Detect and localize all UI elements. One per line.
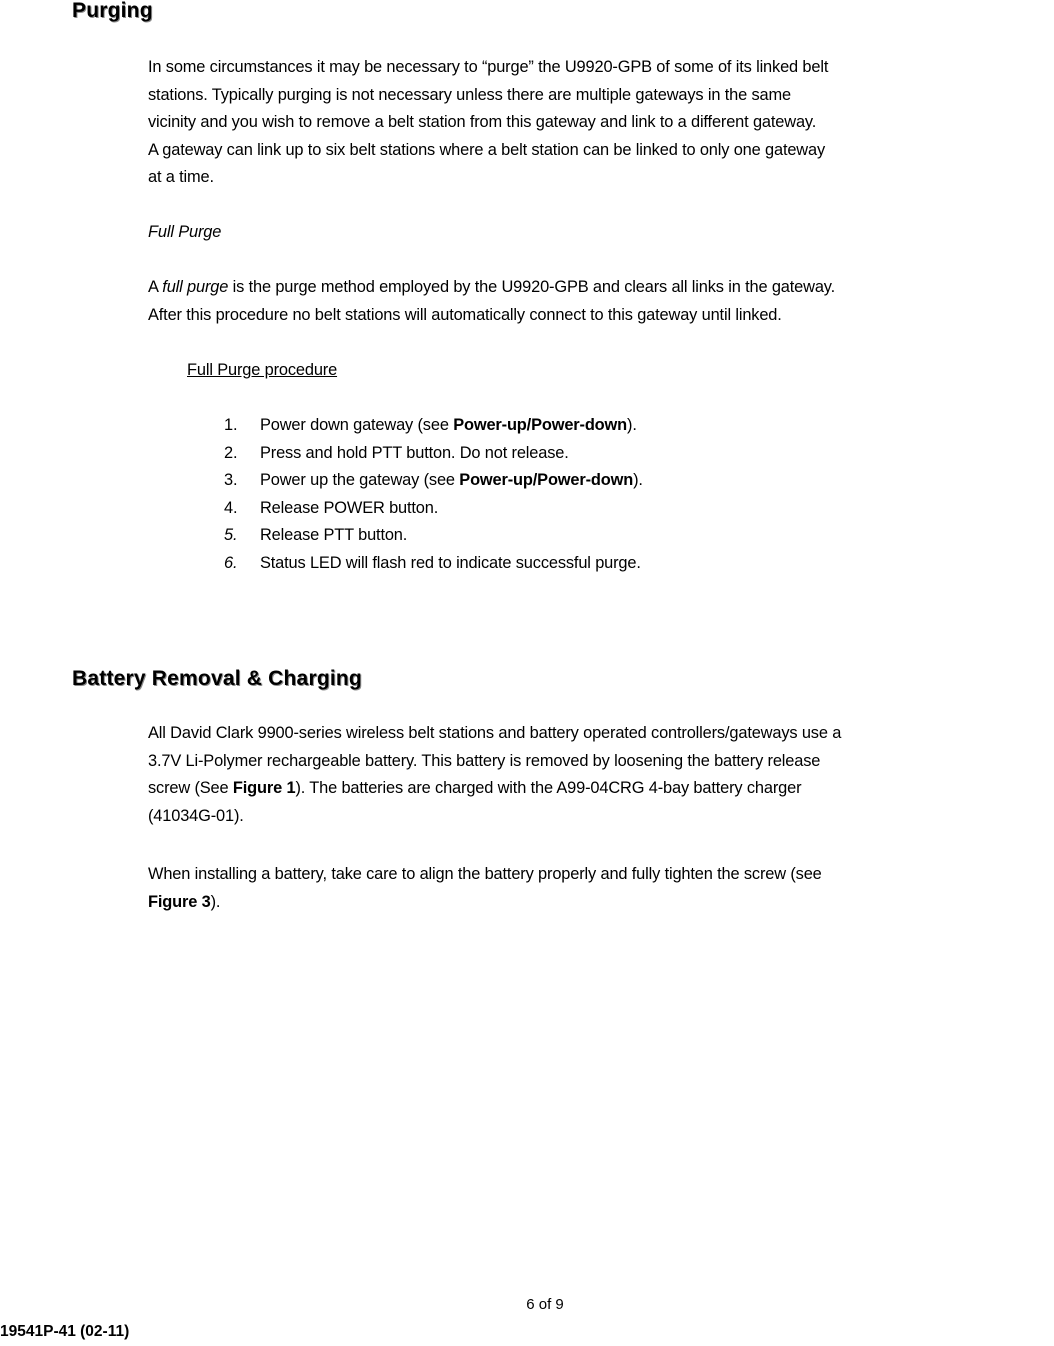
battery-paragraph-1 — [148, 720, 1053, 830]
full-purge-line-1 — [148, 274, 1053, 302]
step-text: Release POWER button. — [260, 498, 439, 517]
text-fragment: A — [148, 278, 163, 296]
step-number: 6. — [224, 553, 238, 572]
step-text: Status LED will flash red to indicate successful purge. — [260, 553, 641, 572]
battery-line-1: All David Clark 9900-series wireless belt stations and battery operated controllers/gateways use a — [148, 724, 842, 742]
step-ref: Power-up/Power-down — [459, 471, 634, 489]
page-number: 6 of 9 — [526, 1296, 564, 1313]
purging-heading: Purging — [72, 0, 153, 22]
full-purge-subheading: Full Purge — [148, 223, 222, 241]
intro-line-2: stations. Typically purging is not necessary unless there are multiple gateways in the same — [148, 85, 791, 104]
figure-ref: Figure 3 — [148, 892, 211, 911]
battery-p2-line-1: When installing a battery, take care to align the battery properly and fully tighten the screw (see — [148, 865, 822, 883]
step-item — [224, 440, 643, 468]
purging-intro — [148, 54, 1053, 192]
text-fragment: screw (See — [148, 779, 233, 797]
step-item — [224, 495, 643, 523]
text-fragment: ). — [210, 892, 221, 911]
intro-line-5: at a time. — [148, 168, 214, 186]
procedure-steps — [224, 412, 643, 577]
step-item — [224, 550, 643, 578]
step-text: Power down gateway (see — [260, 416, 454, 434]
battery-line-3 — [148, 775, 1053, 803]
full-purge-description — [148, 274, 1053, 329]
step-text-end: ). — [627, 416, 637, 434]
battery-paragraph-2 — [148, 861, 1053, 916]
procedure-title: Full Purge procedure — [187, 361, 338, 379]
step-text: Press and hold PTT button. Do not release. — [260, 443, 569, 462]
step-number: 3. — [224, 471, 238, 489]
battery-line-4: (41034G-01). — [148, 806, 244, 825]
step-number: 4. — [224, 498, 238, 517]
step-item — [224, 412, 643, 440]
figure-ref: Figure 1 — [232, 779, 296, 797]
document-number: 19541P-41 (02-11) — [0, 1323, 130, 1340]
battery-p2-line-2 — [148, 889, 1053, 917]
step-item — [224, 522, 643, 550]
full-purge-line-2: After this procedure no belt stations will automatically connect to this gateway until linked. — [148, 305, 782, 324]
battery-heading: Battery Removal & Charging — [72, 667, 362, 690]
full-purge-term: full purge — [162, 278, 229, 296]
step-number: 1. — [224, 416, 238, 434]
step-ref: Power-up/Power-down — [453, 416, 628, 434]
intro-line-3: vicinity and you wish to remove a belt station from this gateway and link to a different gateway. — [148, 113, 817, 131]
intro-line-4: A gateway can link up to six belt stations where a belt station can be linked to only one gateway — [148, 140, 826, 159]
text-fragment: ). The batteries are charged with the A99-04CRG 4-bay battery charger — [295, 779, 802, 797]
battery-line-2: 3.7V Li-Polymer rechargeable battery. This battery is removed by loosening the battery release — [148, 751, 821, 770]
step-text: Power up the gateway (see — [260, 471, 460, 489]
step-item — [224, 467, 643, 495]
intro-line-1: In some circumstances it may be necessary to “purge” the U9920-GPB of some of its linked belt — [148, 58, 829, 76]
step-text: Release PTT button. — [260, 526, 408, 544]
step-number: 5. — [224, 526, 238, 544]
text-fragment: is the purge method employed by the U9920-GPB and clears all links in the gateway. — [228, 278, 836, 296]
step-text-end: ). — [633, 471, 643, 489]
step-number: 2. — [224, 443, 238, 462]
